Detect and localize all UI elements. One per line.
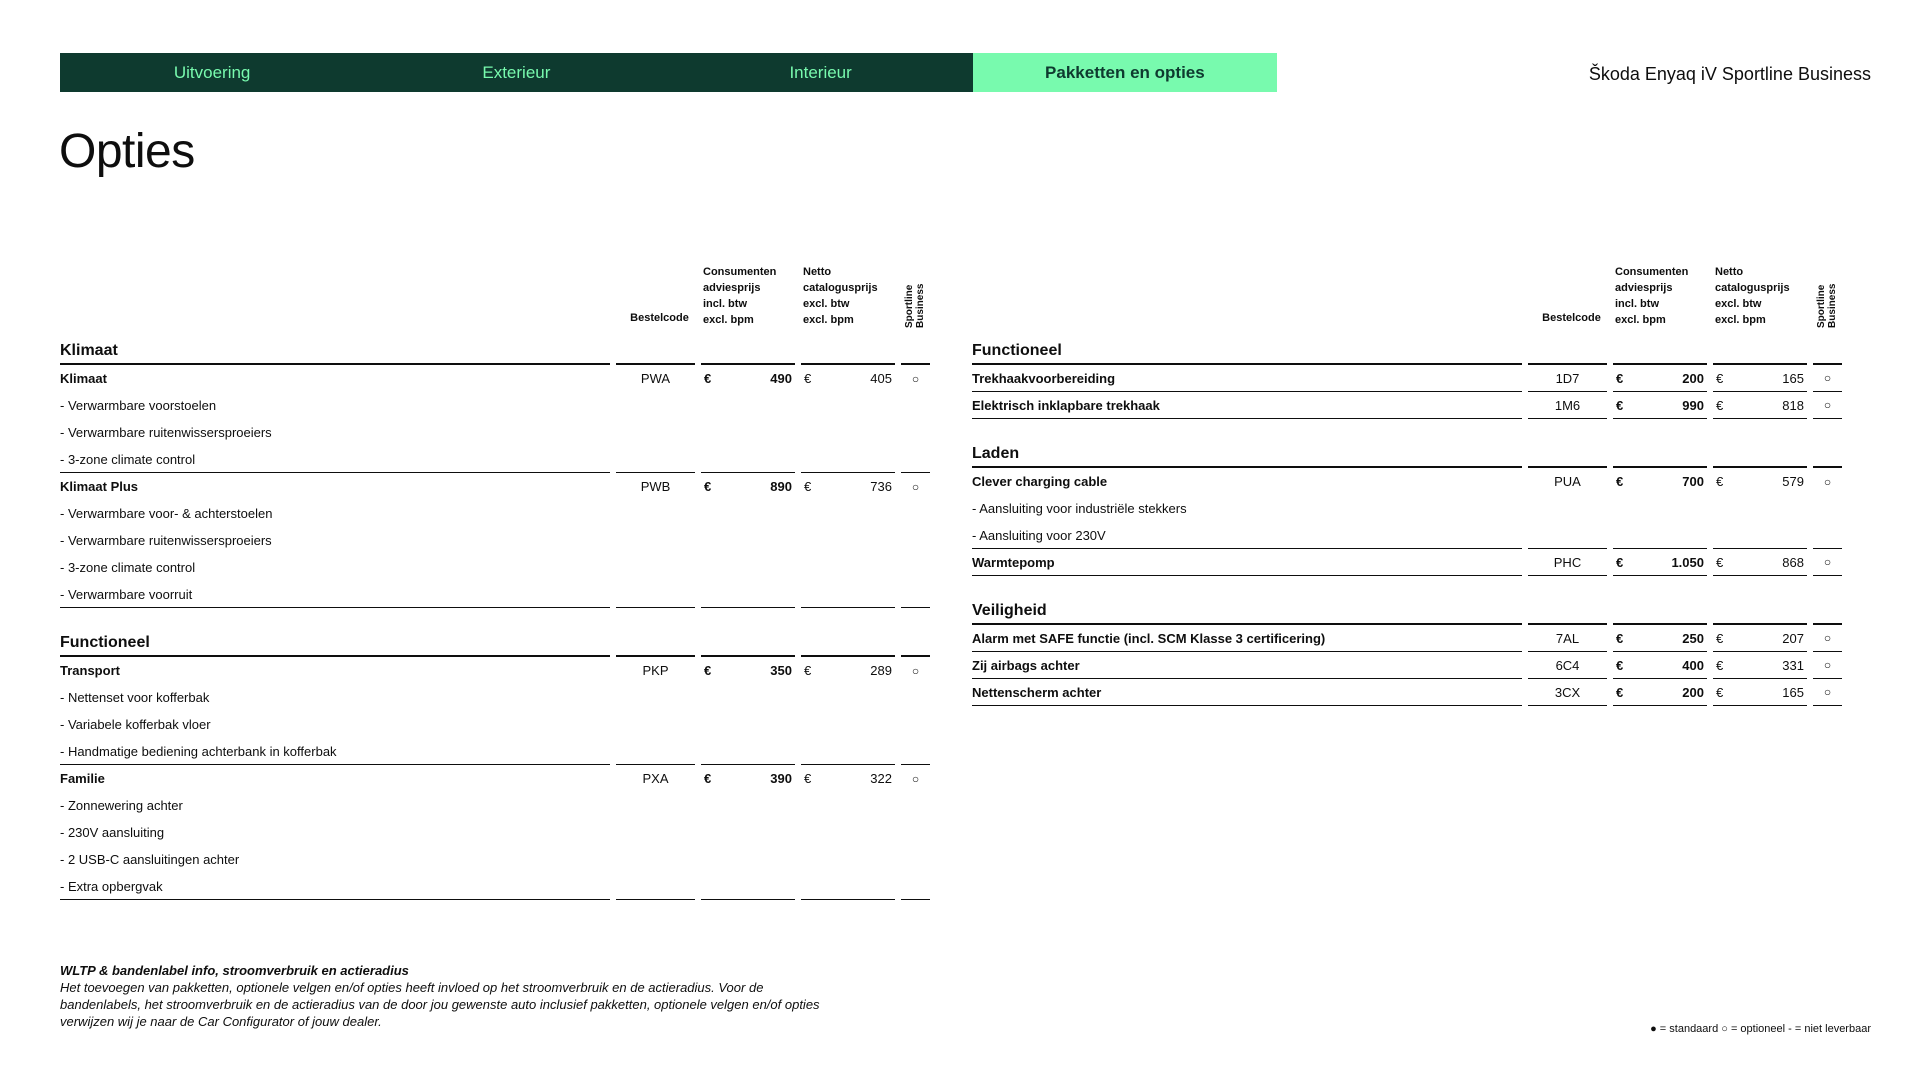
empty-cell (616, 419, 695, 446)
header-bestelcode: Bestelcode (630, 312, 689, 324)
section-header-rule (1813, 338, 1842, 365)
consumer-price (1613, 625, 1707, 652)
currency-symbol: € (1616, 370, 1624, 386)
option-detail: - Aansluiting voor 230V (972, 522, 1522, 549)
currency-symbol: € (804, 371, 812, 386)
section-header-rule (801, 630, 895, 657)
option-detail-row (60, 500, 930, 527)
section-title: Klimaat (60, 338, 610, 365)
consumer-price (1613, 468, 1707, 495)
empty-cell (801, 819, 895, 846)
currency-symbol: € (1616, 657, 1624, 673)
section-header (972, 598, 1842, 625)
option-group (60, 365, 930, 473)
empty-cell (801, 419, 895, 446)
section-header-rule (701, 338, 795, 365)
option-group (60, 473, 930, 608)
option-name: Trekhaakvoorbereiding (972, 365, 1522, 392)
option-name: Zij airbags achter (972, 652, 1522, 679)
empty-cell (901, 500, 930, 527)
empty-cell (901, 419, 930, 446)
option-name: Klimaat Plus (60, 479, 139, 494)
optional-mark: ○ (1813, 549, 1842, 576)
consumer-price-value: 990 (1682, 397, 1704, 413)
empty-cell (701, 711, 795, 738)
header-nettoprijs-line: catalogusprijs (1715, 282, 1790, 294)
header-nettoprijs-line: Netto (803, 266, 832, 278)
header-consumentenprijs-line: adviesprijs (1615, 282, 1673, 294)
options-table-left (60, 262, 930, 900)
option-detail-row (60, 819, 930, 846)
option-code: PXA (642, 771, 669, 786)
option-detail: - Verwarmbare ruitenwissersproeiers (60, 533, 272, 548)
empty-cell (901, 684, 930, 711)
option-detail: - Verwarmbare voorruit (60, 581, 610, 608)
option-detail: - Extra opbergvak (60, 873, 610, 900)
header-consumentenprijs-line: incl. btw (703, 298, 747, 310)
column-header (60, 262, 930, 328)
header-bestelcode: Bestelcode (1542, 312, 1601, 324)
consumer-price (1613, 365, 1707, 392)
empty-cell (616, 873, 695, 900)
option-detail: - Zonnewering achter (60, 798, 183, 813)
currency-symbol: € (1716, 370, 1724, 386)
consumer-price-value: 390 (770, 771, 792, 786)
empty-cell (901, 554, 930, 581)
header-nettoprijs-line: excl. bpm (803, 314, 854, 326)
section-header-rule (616, 338, 695, 365)
header-nettoprijs-line: excl. btw (803, 298, 850, 310)
page-title: Opties (59, 125, 195, 178)
tab-uitvoering[interactable]: Uitvoering (173, 62, 251, 82)
optional-mark: ○ (1813, 679, 1842, 706)
optional-mark: ○ (911, 663, 920, 678)
empty-cell (901, 527, 930, 554)
header-nettoprijs (1713, 264, 1813, 328)
section-header-rule (901, 630, 930, 657)
consumer-price-value: 700 (1682, 474, 1704, 489)
optional-mark: ○ (1813, 652, 1842, 679)
header-consumentenprijs-line: excl. bpm (703, 314, 754, 326)
section-header-rule (1613, 441, 1707, 468)
header-version-line: Business (914, 283, 926, 328)
consumer-price (701, 657, 795, 684)
option-detail: - 3-zone climate control (60, 560, 196, 575)
empty-cell (901, 711, 930, 738)
option-detail-row (60, 711, 930, 738)
header-sportline-business (1816, 272, 1840, 328)
netto-price (1713, 679, 1807, 706)
option-detail: - 2 USB-C aansluitingen achter (60, 852, 240, 867)
option-detail-row (972, 495, 1842, 522)
option-code: 1M6 (1528, 392, 1607, 419)
section-veiligheid (972, 598, 1842, 706)
option-detail-row (972, 522, 1842, 549)
currency-symbol: € (1716, 657, 1724, 673)
empty-cell (801, 527, 895, 554)
option-name: Klimaat (60, 371, 107, 386)
netto-price (801, 365, 895, 392)
tab-pakketten-en-opties[interactable]: Pakketten en opties (973, 53, 1277, 92)
section-title: Veiligheid (972, 598, 1522, 625)
empty-cell (1613, 522, 1707, 549)
options-table-right (972, 262, 1842, 706)
consumer-price-value: 490 (770, 371, 792, 386)
empty-cell (701, 819, 795, 846)
consumer-price-value: 400 (1682, 657, 1704, 673)
empty-cell (801, 738, 895, 765)
netto-price-value: 331 (1782, 657, 1804, 673)
consumer-price (701, 765, 795, 792)
option-code: 1D7 (1528, 365, 1607, 392)
header-version-line: Sportline (903, 284, 915, 328)
empty-cell (901, 738, 930, 765)
empty-cell (801, 392, 895, 419)
option-row (60, 765, 930, 792)
section-laden (972, 441, 1842, 576)
currency-symbol: € (1716, 474, 1724, 489)
netto-price (801, 657, 895, 684)
empty-cell (1813, 522, 1842, 549)
currency-symbol: € (1716, 554, 1724, 570)
empty-cell (701, 500, 795, 527)
option-detail: - 230V aansluiting (60, 825, 165, 840)
netto-price (1713, 365, 1807, 392)
netto-price-value: 818 (1782, 397, 1804, 413)
currency-symbol: € (1616, 474, 1624, 489)
option-detail: - Verwarmbare voor- & achterstoelen (60, 506, 273, 521)
netto-price-value: 405 (870, 371, 892, 386)
section-title: Laden (972, 441, 1522, 468)
option-row (972, 652, 1842, 679)
option-group (972, 392, 1842, 419)
option-detail-row (60, 527, 930, 554)
option-code: PWA (640, 371, 671, 386)
empty-cell (616, 684, 695, 711)
empty-cell (616, 527, 695, 554)
option-detail-row (60, 873, 930, 900)
section-tabs (60, 53, 1277, 92)
option-group (972, 625, 1842, 652)
model-name: Škoda Enyaq iV Sportline Business (1588, 64, 1871, 84)
header-consumentenprijs-line: incl. btw (1615, 298, 1659, 310)
option-detail: - Nettenset voor kofferbak (60, 690, 210, 705)
header-consumentenprijs-line: adviesprijs (703, 282, 761, 294)
section-header-rule (1528, 598, 1607, 625)
netto-price-value: 165 (1782, 684, 1804, 700)
option-name: Warmtepomp (972, 549, 1522, 576)
empty-cell (616, 581, 695, 608)
option-group (60, 657, 930, 765)
empty-cell (616, 738, 695, 765)
option-row (972, 549, 1842, 576)
footnote (60, 962, 820, 1030)
section-header (60, 630, 930, 657)
option-group (972, 365, 1842, 392)
netto-price (801, 473, 895, 500)
option-name: Familie (60, 771, 105, 786)
empty-cell (1713, 522, 1807, 549)
netto-price (1713, 549, 1807, 576)
option-name: Nettenscherm achter (972, 679, 1522, 706)
tab-exterieur[interactable]: Exterieur (482, 62, 551, 82)
option-detail: - Verwarmbare ruitenwissersproeiers (60, 425, 272, 440)
section-header-rule (801, 338, 895, 365)
empty-cell (801, 792, 895, 819)
option-detail: - Variabele kofferbak vloer (60, 717, 211, 732)
empty-cell (901, 392, 930, 419)
empty-cell (1813, 495, 1842, 522)
currency-symbol: € (1716, 684, 1724, 700)
section-title: Functioneel (60, 630, 610, 657)
empty-cell (616, 711, 695, 738)
option-name: Clever charging cable (972, 474, 1108, 489)
section-header-rule (1613, 598, 1707, 625)
option-detail: - 3-zone climate control (60, 446, 610, 473)
empty-cell (616, 846, 695, 873)
section-header (972, 338, 1842, 365)
header-sportline-business (904, 272, 928, 328)
footnote-text: Het toevoegen van pakketten, optionele velgen en/of opties heeft invloed op het stroomverbruik en de actieradius. Voor de bandenlabels, het stroomverbruik en de actieradius van de door jou gewenste auto inclusief pakketten, optionele velgen en/of opties verwijzen wij je naar de Car Configurator of jouw dealer. (60, 980, 820, 1029)
section-header (60, 338, 930, 365)
consumer-price-value: 890 (770, 479, 792, 494)
option-detail: - Aansluiting voor industriële stekkers (972, 501, 1187, 516)
header-nettoprijs-line: Netto (1715, 266, 1744, 278)
empty-cell (616, 554, 695, 581)
section-header (972, 441, 1842, 468)
empty-cell (701, 527, 795, 554)
currency-symbol: € (704, 371, 712, 386)
empty-cell (701, 846, 795, 873)
option-code: PUA (1554, 474, 1581, 489)
empty-cell (616, 500, 695, 527)
empty-cell (901, 446, 930, 473)
empty-cell (801, 581, 895, 608)
option-code: 3CX (1528, 679, 1607, 706)
empty-cell (901, 819, 930, 846)
option-detail-row (60, 554, 930, 581)
option-name: Alarm met SAFE functie (incl. SCM Klasse 3 certificering) (972, 625, 1522, 652)
option-detail: - Handmatige bediening achterbank in kofferbak (60, 738, 610, 765)
currency-symbol: € (1616, 630, 1624, 646)
header-consumentenprijs-line: excl. bpm (1615, 314, 1666, 326)
option-row (972, 468, 1842, 495)
empty-cell (801, 446, 895, 473)
empty-cell (701, 738, 795, 765)
netto-price-value: 165 (1782, 370, 1804, 386)
optional-mark: ○ (911, 771, 920, 786)
option-row (60, 365, 930, 392)
option-name: Transport (60, 663, 120, 678)
section-header-rule (1713, 598, 1807, 625)
empty-cell (616, 819, 695, 846)
empty-cell (701, 446, 795, 473)
currency-symbol: € (1616, 554, 1624, 570)
section-header-rule (1713, 441, 1807, 468)
empty-cell (1713, 495, 1807, 522)
header-consumentenprijs-line: Consumenten (703, 266, 777, 278)
option-row (972, 679, 1842, 706)
optional-mark: ○ (911, 371, 920, 386)
option-code: PHC (1528, 549, 1607, 576)
currency-symbol: € (1716, 397, 1724, 413)
tab-interieur[interactable]: Interieur (789, 62, 852, 82)
section-title: Functioneel (972, 338, 1522, 365)
currency-symbol: € (804, 771, 812, 786)
currency-symbol: € (1716, 630, 1724, 646)
header-nettoprijs-line: excl. btw (1715, 298, 1762, 310)
optional-mark: ○ (1823, 474, 1832, 489)
option-group (972, 468, 1842, 549)
consumer-price (1613, 679, 1707, 706)
header-nettoprijs-line: catalogusprijs (803, 282, 878, 294)
footnote-title: WLTP & bandenlabel info, stroomverbruik en actieradius (60, 963, 409, 978)
empty-cell (801, 846, 895, 873)
section-header-rule (1813, 441, 1842, 468)
netto-price-value: 579 (1782, 474, 1804, 489)
empty-cell (801, 711, 895, 738)
consumer-price (1613, 392, 1707, 419)
consumer-price (1613, 652, 1707, 679)
netto-price (1713, 392, 1807, 419)
option-detail-row (60, 581, 930, 608)
option-group (60, 765, 930, 900)
consumer-price-value: 350 (770, 663, 792, 678)
netto-price (1713, 468, 1807, 495)
netto-price (801, 765, 895, 792)
empty-cell (701, 392, 795, 419)
empty-cell (901, 581, 930, 608)
option-code: 7AL (1528, 625, 1607, 652)
section-header-rule (1713, 338, 1807, 365)
option-detail-row (60, 684, 930, 711)
optional-mark: ○ (911, 479, 920, 494)
header-consumentenprijs (1613, 264, 1713, 328)
section-functioneel (972, 338, 1842, 419)
option-detail-row (60, 392, 930, 419)
empty-cell (616, 446, 695, 473)
section-header-rule (616, 630, 695, 657)
header-nettoprijs (801, 264, 901, 328)
consumer-price (1613, 549, 1707, 576)
option-detail-row (60, 419, 930, 446)
currency-symbol: € (704, 771, 712, 786)
empty-cell (616, 792, 695, 819)
option-name: Elektrisch inklapbare trekhaak (972, 392, 1522, 419)
consumer-price-value: 1.050 (1671, 554, 1704, 570)
section-functioneel (60, 630, 930, 900)
empty-cell (701, 554, 795, 581)
option-group (972, 549, 1842, 576)
header-version-line: Sportline (1815, 284, 1827, 328)
netto-price-value: 289 (870, 663, 892, 678)
section-header-rule (1813, 598, 1842, 625)
section-header-rule (1528, 338, 1607, 365)
netto-price (1713, 625, 1807, 652)
empty-cell (901, 792, 930, 819)
option-detail: - Verwarmbare voorstoelen (60, 398, 217, 413)
option-row (60, 473, 930, 500)
column-header (972, 262, 1842, 328)
currency-symbol: € (1616, 684, 1624, 700)
netto-price-value: 868 (1782, 554, 1804, 570)
section-header-rule (701, 630, 795, 657)
empty-cell (1528, 495, 1607, 522)
currency-symbol: € (704, 479, 712, 494)
legend: ● = standaard ○ = optioneel - = niet leverbaar (1650, 1023, 1871, 1035)
empty-cell (801, 554, 895, 581)
netto-price-value: 322 (870, 771, 892, 786)
optional-mark: ○ (1813, 365, 1842, 392)
empty-cell (1528, 522, 1607, 549)
option-code: PWB (640, 479, 671, 494)
empty-cell (701, 684, 795, 711)
empty-cell (701, 873, 795, 900)
empty-cell (701, 581, 795, 608)
option-row (972, 365, 1842, 392)
option-row (972, 625, 1842, 652)
netto-price-value: 207 (1782, 630, 1804, 646)
consumer-price-value: 200 (1682, 684, 1704, 700)
empty-cell (801, 873, 895, 900)
empty-cell (616, 392, 695, 419)
option-row (60, 657, 930, 684)
consumer-price-value: 200 (1682, 370, 1704, 386)
optional-mark: ○ (1813, 625, 1842, 652)
currency-symbol: € (804, 479, 812, 494)
section-header-rule (1613, 338, 1707, 365)
option-group (972, 652, 1842, 679)
option-detail-row (60, 792, 930, 819)
option-detail-row (60, 738, 930, 765)
consumer-price (701, 473, 795, 500)
header-consumentenprijs (701, 264, 801, 328)
currency-symbol: € (1616, 397, 1624, 413)
option-detail-row (60, 446, 930, 473)
currency-symbol: € (704, 663, 712, 678)
empty-cell (801, 684, 895, 711)
section-klimaat (60, 338, 930, 608)
netto-price (1713, 652, 1807, 679)
empty-cell (1613, 495, 1707, 522)
option-group (972, 679, 1842, 706)
option-row (972, 392, 1842, 419)
consumer-price-value: 250 (1682, 630, 1704, 646)
currency-symbol: € (804, 663, 812, 678)
option-code: 6C4 (1528, 652, 1607, 679)
empty-cell (701, 792, 795, 819)
optional-mark: ○ (1813, 392, 1842, 419)
empty-cell (901, 846, 930, 873)
consumer-price (701, 365, 795, 392)
header-nettoprijs-line: excl. bpm (1715, 314, 1766, 326)
empty-cell (901, 873, 930, 900)
netto-price-value: 736 (870, 479, 892, 494)
empty-cell (801, 500, 895, 527)
option-code: PKP (642, 663, 669, 678)
header-version-line: Business (1826, 283, 1838, 328)
header-consumentenprijs-line: Consumenten (1615, 266, 1689, 278)
section-header-rule (901, 338, 930, 365)
option-detail-row (60, 846, 930, 873)
section-header-rule (1528, 441, 1607, 468)
empty-cell (701, 419, 795, 446)
